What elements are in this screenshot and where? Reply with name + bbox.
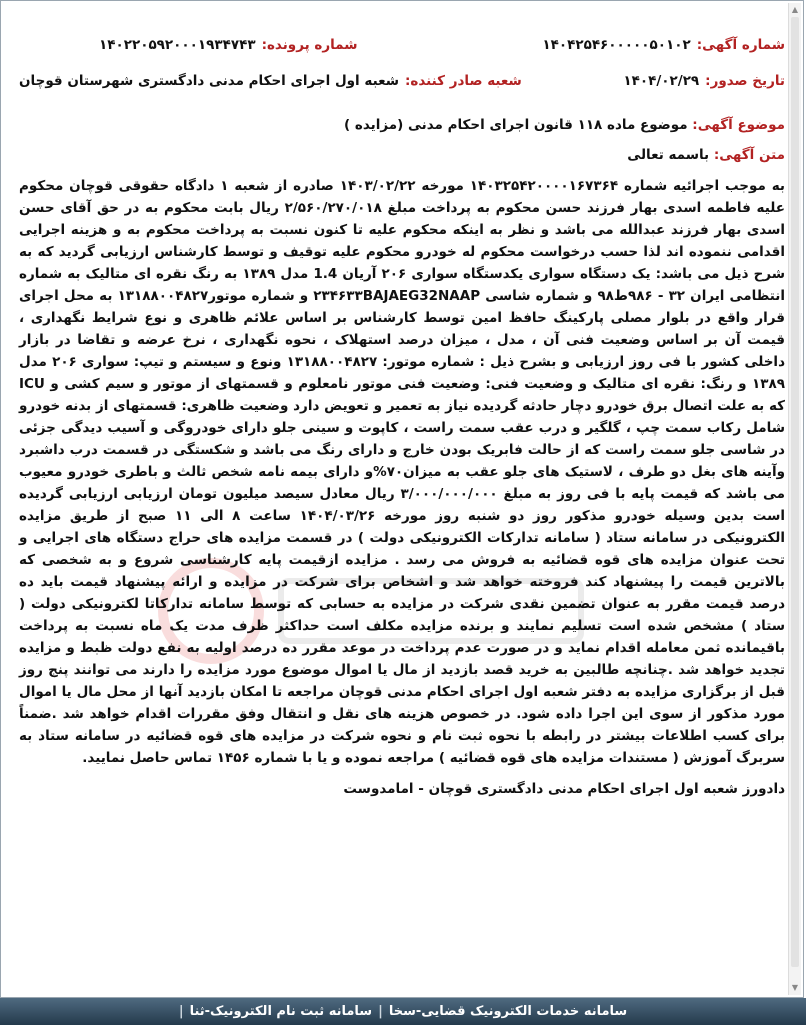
footer-separator-end: |	[178, 1004, 184, 1019]
vertical-scrollbar[interactable]	[788, 3, 801, 995]
issuer	[19, 73, 522, 89]
text-label: متن آگهی:	[713, 147, 785, 163]
ad-number-label: شماره آگهی:	[696, 37, 785, 53]
subject-label: موضوع آگهی:	[692, 117, 785, 133]
case-number-label: شماره پرونده:	[261, 37, 358, 53]
issuer-label: شعبه صادر کننده:	[404, 73, 522, 89]
footer-bar	[0, 998, 806, 1025]
subject-value: موضوع ماده ۱۱۸ قانون اجرای احکام مدنی (مزایده )	[344, 117, 688, 133]
case-number-value: ۱۴۰۲۲۰۵۹۲۰۰۰۱۹۳۴۷۴۳	[99, 37, 256, 53]
text-header-value: باسمه تعالی	[627, 147, 710, 163]
header-row-2	[19, 67, 785, 95]
footer-separator: |	[378, 1004, 383, 1019]
issuer-value: شعبه اول اجرای احکام مدنی دادگستری شهرستان قوچان	[19, 73, 399, 89]
scroll-up-arrow-icon[interactable]: ▲	[791, 5, 799, 14]
footer-link-sakha[interactable]: سامانه خدمات الکترونیک قضایی-سخا	[388, 1004, 628, 1019]
issue-date-label: تاریخ صدور:	[705, 73, 785, 89]
text-header-row	[19, 147, 785, 163]
footer-link-sana[interactable]: سامانه ثبت نام الکترونیک-ثنا	[189, 1004, 373, 1019]
signature-line: دادورز شعبه اول اجرای احکام مدنی دادگستری قوچان - امامدوست	[343, 781, 785, 797]
case-number	[99, 37, 358, 53]
notice-body: به موجب اجرائیه شماره ۱۴۰۳۲۵۴۲۰۰۰۰۱۶۷۳۶۴ مورخه ۱۴۰۳/۰۲/۲۲ صادره از شعبه ۱ دادگاه حقوقی قوچان محکوم علیه فاطمه اسدی بهار فرزند حسن محکوم به پرداخت مبلغ ۲/۵۶۰/۲۷۰/۰۱۸ ریال بابت محکوم به در حق آقای حسن اسدی بهار فرزند عبدالله می باشد و نظر به اینکه محکوم علیه تا کنون نسبت به پرداخت محکوم به و هزینه اجرایی اقدامی ننموده اند لذا حسب درخواست محکوم له خودرو محکوم علیه توقیف و توسط کارشناس ارزیابی گردید که به شرح ذیل می باشد: یک دستگاه سواری یکدستگاه سواری ۲۰۶ آریان 1.4 مدل ۱۳۸۹ به رنگ نقره ای متالیک به شماره انتظامی ایران ۳۲ - ۹۸۶ط۹۸ و شماره شاسی ۲۳۴۶۳۳BAJAEG32NAAP و شماره موتور۱۳۱۸۸۰۰۴۸۲۷ به محل اجرای قرار واقع در بلوار مصلی پارکینگ حافظ امین توسط کارشناس بر اساس علائم ظاهری و نوع شرایط نگهداری ، قیمت آن بر اساس وضعیت فنی آن ، مدل ، میزان درصد استهلاک ، نحوه نگهداری ، نرخ عرضه و تقاضا در بازار داخلی کشور با فی روز ارزیابی و بشرح ذیل : شماره موتور: ۱۳۱۸۸۰۰۴۸۲۷ ونوع و سیستم و تیپ: سواری ۲۰۶ مدل ۱۳۸۹ و رنگ: نقره ای متالیک و وضعیت فنی: وضعیت فنی موتور نامعلوم و قسمتهای از موتور و سیم کشی و ICU که به علت اتصال برق خودرو دچار حادثه گردیده نیاز به تعمیر و تعویض دارد وضعیت ظاهری: قسمتهای از بدنه خودرو شامل رکاب سمت چپ ، گلگیر و درب عقب سمت راست ، کاپوت و سینی جلو دارای خودروگی و آسیب دیدگی جزئی در شاسی جلو سمت راست که از حالت فابریک بودن خارج و دارای رنگ می باشد و شکستگی در قسمت درب داشبرد وآینه های بغل دو طرف ، لاستیک های جلو عقب به میزان۷۰%و دارای بیمه نامه شخص ثالث و باطری خودرو معیوب می باشد که قیمت پایه با فی روز به مبلغ ۳/۰۰۰/۰۰۰/۰۰۰ ریال معادل سیصد میلیون تومان ارزیابی ارزیابی گردیده است بدین وسیله خودرو مذکور روز دو شنبه روز مورخه ۱۴۰۴/۰۳/۲۶ ساعت ۸ الی ۱۱ صبح از طریق مزایده الکترونیکی در سامانه ستاد ( سامانه تدارکات الکترونیکی دولت ) در قسمت مزایده های حراج دستگاه های اجرایی و تحت عنوان مزایده های قوه قضائیه به فروش می رسد . مزایده ازقیمت پایه کارشناسی شروع و به شخصی که بالاترین قیمت را پیشنهاد کند فروخته خواهد شد و اشخاص برای شرکت در مزایده و ارائه پیشنهاد قیمت باید ده درصد قیمت مقرر به عنوان تضمین نقدی شرکت در مزایده به حسابی که توسط سامانه تدارکاتا لکترونیکی دولت ( ستاد ) مشخص شده است تسلیم نمایند و برنده مزایده مکلف است حداکثر ظرف مدت یک ماه نسبت به پرداخت باقیمانده ثمن معامله اقدام نماید و در صورت عدم پرداخت در موعد مقرر ده درصد اولیه به نفع دولت ظبط و مزایده تجدید خواهد شد .چنانچه طالبین به خرید قصد بازدید از مال یا اموال موضوع مورد مزایده را دارند می توانند پنج روز قبل از برگزاری مزایده به دفتر شعبه اول اجرای احکام مدنی قوچان مراجعه تا امکان بازدید آنها از محل مال یا اموال مورد مذکور از سوی این اجرا داده شود. در خصوص هزینه های نقل و انتقال وفق مقررات اقدام خواهد شد .ضمناً برای کسب اطلاعات بیشتر در رابطه با نحوه ثبت نام و نحوه شرکت در مزایده های قوه قضائیه در سامانه ستاد به سربرگ آموزش ( مستندات مزایده های قوه قضائیه ) مراجعه نموده و یا با شماره ۱۴۵۶ تماس حاصل نمایید.	[19, 178, 786, 766]
header-row-1	[19, 31, 785, 59]
scrollbar-thumb[interactable]	[791, 17, 799, 967]
ad-number-value: ۱۴۰۴۲۵۴۶۰۰۰۰۰۵۰۱۰۲	[542, 37, 691, 53]
issue-date-value: ۱۴۰۴/۰۲/۲۹	[623, 73, 700, 89]
notice-content	[19, 31, 785, 797]
issue-date	[623, 73, 785, 89]
ad-number	[542, 37, 785, 53]
subject-row	[19, 117, 785, 133]
scroll-down-arrow-icon[interactable]: ▼	[791, 983, 799, 992]
